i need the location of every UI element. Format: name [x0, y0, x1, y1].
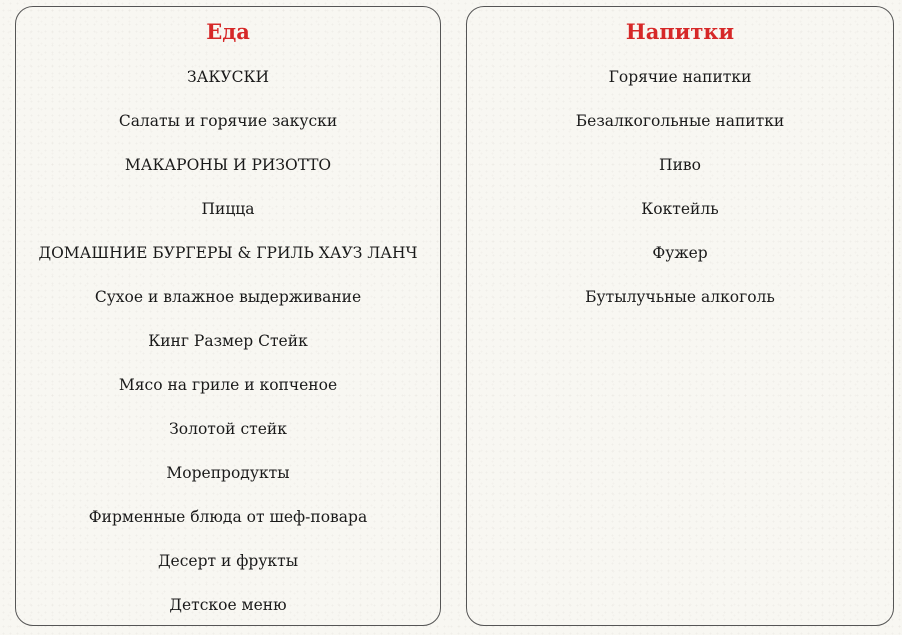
food-category-burgers-grill-lunch[interactable]: ДОМАШНИЕ БУРГЕРЫ & ГРИЛЬ ХАУЗ ЛАНЧ — [38, 244, 418, 262]
drinks-category-bottled-alcohol[interactable]: Бутылучьные алкоголь — [585, 288, 775, 306]
food-menu-panel — [15, 6, 441, 626]
food-category-king-size-steak[interactable]: Кинг Размер Стейк — [148, 332, 308, 350]
food-category-pasta-risotto[interactable]: МАКАРОНЫ И РИЗОТТО — [124, 156, 332, 174]
drinks-category-beer[interactable]: Пиво — [659, 156, 701, 174]
food-category-salads-hot-appetizers[interactable]: Салаты и горячие закуски — [118, 112, 338, 130]
drinks-category-wine-glass[interactable]: Фужер — [652, 244, 708, 262]
drinks-category-cocktail[interactable]: Коктейль — [641, 200, 719, 218]
food-category-dry-wet-aging[interactable]: Сухое и влажное выдерживание — [94, 288, 362, 306]
drinks-category-list — [467, 63, 893, 327]
food-category-seafood[interactable]: Морепродукты — [166, 464, 290, 482]
food-category-appetizers[interactable]: ЗАКУСКИ — [187, 68, 269, 86]
food-panel-title: Еда — [206, 19, 250, 44]
food-category-pizza[interactable]: Пицца — [201, 200, 255, 218]
drinks-panel-title: Напитки — [625, 19, 735, 44]
food-category-chef-specials[interactable]: Фирменные блюда от шеф-повара — [88, 508, 368, 526]
drinks-category-hot-drinks[interactable]: Горячие напитки — [608, 68, 752, 86]
food-category-dessert-fruit[interactable]: Десерт и фрукты — [157, 552, 299, 570]
drinks-menu-panel — [466, 6, 894, 626]
drinks-category-soft-drinks[interactable]: Безалкогольные напитки — [575, 112, 785, 130]
food-category-golden-steak[interactable]: Золотой стейк — [169, 420, 287, 438]
food-category-list — [16, 63, 440, 635]
food-category-grilled-smoked-meat[interactable]: Мясо на гриле и копченое — [118, 376, 338, 394]
food-category-kids-menu[interactable]: Детское меню — [169, 596, 287, 614]
